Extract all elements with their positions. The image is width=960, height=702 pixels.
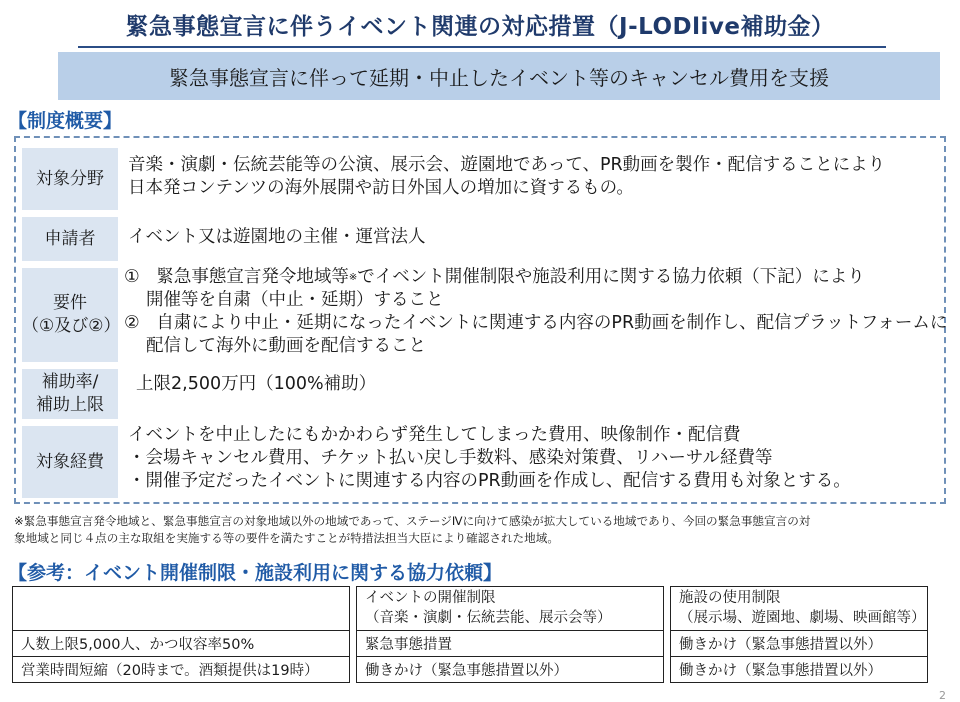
reference-heading: 【参考：イベント開催制限・施設利用に関する協力依頼】 bbox=[8, 562, 503, 584]
content-line: イベント又は遊園地の主催・運営法人 bbox=[128, 227, 426, 247]
content-line: ・会場キャンセル費用、チケット払い戻し手数料、感染対策費、リハーサル経費等 bbox=[128, 448, 773, 469]
title-underline bbox=[78, 46, 886, 48]
requirement-item-1 bbox=[124, 266, 947, 289]
row-label bbox=[22, 369, 118, 419]
item-text: 開催等を自粛（中止・延期）すること bbox=[146, 290, 444, 311]
table-header-row bbox=[13, 587, 928, 631]
table-header-cell bbox=[671, 587, 928, 631]
table-cell: 緊急事態措置 bbox=[357, 631, 664, 657]
table-spacer bbox=[350, 657, 357, 683]
requirement-item-2 bbox=[124, 312, 947, 335]
content-line: 日本発コンテンツの海外展開や訪日外国人の増加に資するもの。 bbox=[128, 178, 634, 199]
header-line: （音楽・演劇・伝統芸能、展示会等） bbox=[365, 609, 612, 626]
row-label-line: 要件 bbox=[53, 293, 87, 314]
row-content bbox=[128, 424, 851, 493]
overview-box bbox=[14, 136, 946, 504]
summary-banner: 緊急事態宣言に伴って延期・中止したイベント等のキャンセル費用を支援 bbox=[58, 52, 940, 100]
table-spacer bbox=[350, 587, 357, 631]
content-line: イベントを中止したにもかかわらず発生してしまった費用、映像制作・配信費 bbox=[128, 425, 741, 445]
footnote-line: ※緊急事態宣言発令地域と、緊急事態宣言の対象地域以外の地域であって、ステージⅣに向けて感染が拡大している地域であり、今回の緊急事態宣言の対 bbox=[14, 514, 811, 528]
header-line: イベントの開催制限 bbox=[365, 590, 496, 606]
row-label-line: （①及び②） bbox=[22, 316, 121, 336]
row-applicant bbox=[16, 217, 944, 261]
table-cell: 働きかけ（緊急事態措置以外） bbox=[671, 657, 928, 683]
content-line: 音楽・演劇・伝統芸能等の公演、展示会、遊園地であって、PR動画を製作・配信することにより bbox=[128, 155, 886, 175]
header-line: 施設の使用制限 bbox=[679, 590, 781, 606]
table-cell: 営業時間短縮（20時まで。酒類提供は19時） bbox=[13, 657, 350, 683]
row-content bbox=[136, 373, 376, 396]
item-text: 自粛により中止・延期になったイベントに関連する内容のPR動画を制作し、配信プラットフォームに bbox=[156, 313, 948, 334]
item-number: ② bbox=[124, 313, 140, 334]
table-spacer bbox=[664, 631, 671, 657]
table-header-cell bbox=[13, 587, 350, 631]
page-number: 2 bbox=[939, 689, 946, 702]
footnote-mark: ※ bbox=[348, 272, 358, 283]
overview-heading: 【制度概要】 bbox=[8, 110, 123, 132]
row-content bbox=[128, 154, 885, 200]
reference-table bbox=[12, 586, 928, 683]
row-label: 対象経費 bbox=[22, 426, 118, 498]
footnote bbox=[14, 513, 944, 547]
table-cell: 働きかけ（緊急事態措置以外） bbox=[671, 631, 928, 657]
row-label bbox=[22, 268, 121, 362]
table-cell: 働きかけ（緊急事態措置以外） bbox=[357, 657, 664, 683]
footnote-line: 象地域と同じ４点の主な取組を実施する等の要件を満たすことが特措法担当大臣により確認された地域。 bbox=[14, 530, 559, 545]
page-title: 緊急事態宣言に伴うイベント関連の対応措置（J-LODlive補助金） bbox=[125, 14, 835, 40]
row-requirements bbox=[16, 267, 948, 362]
item-text: でイベント開催制限や施設利用に関する協力依頼（下記）により bbox=[357, 267, 865, 287]
table-spacer bbox=[350, 631, 357, 657]
table-row bbox=[13, 631, 928, 657]
row-content bbox=[124, 266, 947, 358]
content-line: ・開催予定だったイベントに関連する内容のPR動画を作成し、配信する費用も対象とする。 bbox=[128, 471, 851, 492]
row-target-field bbox=[16, 148, 944, 210]
item-number: ① bbox=[124, 267, 140, 287]
row-content bbox=[128, 226, 426, 249]
row-label-line: 補助率/ bbox=[41, 372, 99, 393]
table-row bbox=[13, 657, 928, 683]
row-costs bbox=[16, 426, 944, 498]
content-line: 上限2,500万円（100%補助） bbox=[136, 374, 377, 394]
row-label: 対象分野 bbox=[22, 148, 118, 210]
table-header-cell bbox=[357, 587, 664, 631]
item-text: 配信して海外に動画を配信すること bbox=[146, 336, 426, 357]
row-label: 申請者 bbox=[22, 217, 118, 261]
item-text: 緊急事態宣言発令地域等 bbox=[156, 267, 349, 287]
table-spacer bbox=[664, 587, 671, 631]
header-line: （展示場、遊園地、劇場、映画館等） bbox=[679, 609, 926, 626]
row-label-line: 補助上限 bbox=[36, 395, 104, 415]
row-subsidy-rate bbox=[16, 369, 944, 419]
table-cell: 人数上限5,000人、かつ収容率50% bbox=[13, 631, 350, 657]
table-spacer bbox=[664, 657, 671, 683]
